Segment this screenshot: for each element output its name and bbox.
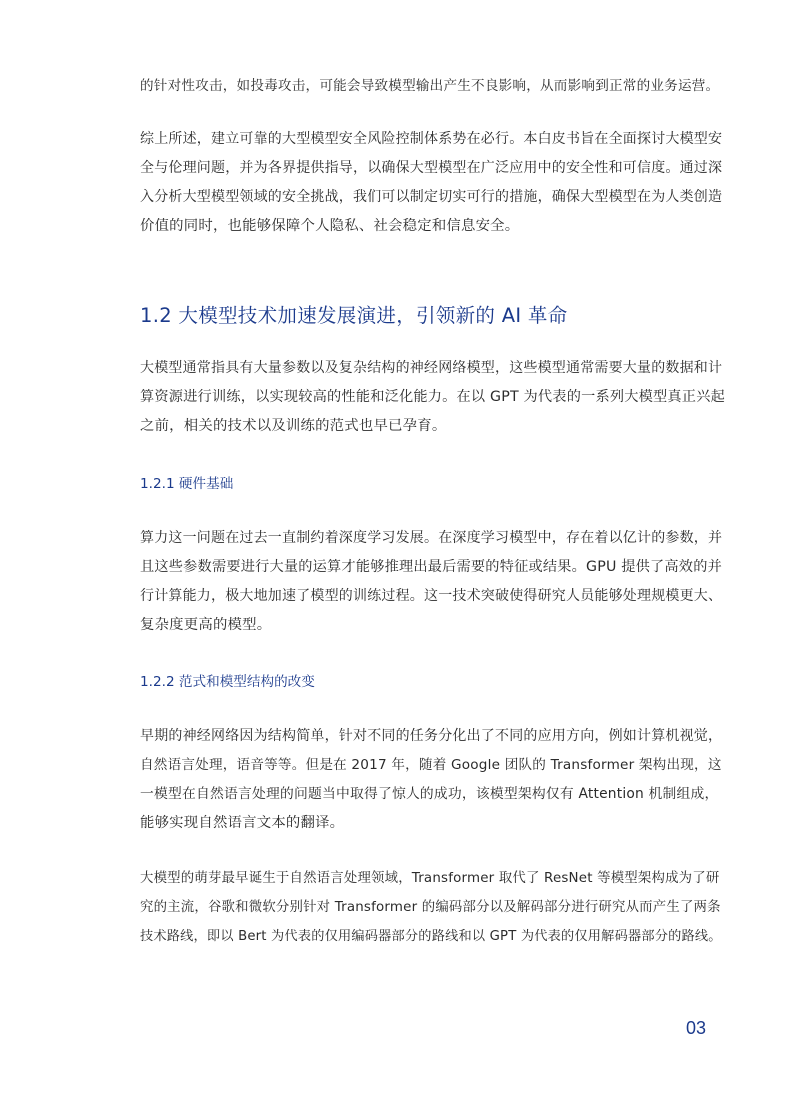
paradigm-paragraph-2 xyxy=(140,864,725,951)
text-line: 能够实现自然语言文本的翻译。 xyxy=(140,815,345,831)
page-number: 03 xyxy=(686,1018,707,1038)
text-line: 大模型的萌芽最早诞生于自然语言处理领域，Transformer 取代了 ResNet 等模型架构成为了研 xyxy=(140,871,720,886)
text-line: 行计算能力，极大地加速了模型的训练过程。这一技术突破使得研究人员能够处理规模更大、 xyxy=(140,588,723,604)
text-line: 一模型在自然语言处理的问题当中取得了惊人的成功，该模型架构仅有 Attention 机制组成， xyxy=(140,786,719,802)
text-line: 入分析大型模型领域的安全挑战，我们可以制定切实可行的措施，确保大型模型在为人类创造 xyxy=(140,189,723,205)
subsection-title-hardware: 1.2.1 硬件基础 xyxy=(140,476,234,492)
text-line: 究的主流，谷歌和微软分别针对 Transformer 的编码部分以及解码部分进行研究从而产生了两条 xyxy=(140,900,721,915)
text-line: 全与伦理问题，并为各界提供指导，以确保大型模型在广泛应用中的安全性和可信度。通过深 xyxy=(140,160,723,176)
intro-tail-paragraph xyxy=(140,72,725,101)
text-line: 早期的神经网络因为结构简单，针对不同的任务分化出了不同的应用方向，例如计算机视觉， xyxy=(140,728,723,744)
text-line: 价值的同时，也能够保障个人隐私、社会稳定和信息安全。 xyxy=(140,218,520,234)
text-line: 算力这一问题在过去一直制约着深度学习发展。在深度学习模型中，存在着以亿计的参数，并 xyxy=(140,530,723,546)
text-line: 综上所述，建立可靠的大型模型安全风险控制体系势在必行。本白皮书旨在全面探讨大模型安 xyxy=(140,131,723,147)
text-line: 复杂度更高的模型。 xyxy=(140,617,272,633)
text-line: 大模型通常指具有大量参数以及复杂结构的神经网络模型，这些模型通常需要大量的数据和计 xyxy=(140,360,723,376)
text-line: 技术路线，即以 Bert 为代表的仅用编码器部分的路线和以 GPT 为代表的仅用解码器部分的路线。 xyxy=(140,929,722,944)
text-line: 算资源进行训练，以实现较高的性能和泛化能力。在以 GPT 为代表的一系列大模型真正兴起 xyxy=(140,389,725,405)
text-line: 的针对性攻击，如投毒攻击，可能会导致模型输出产生不良影响，从而影响到正常的业务运营。 xyxy=(140,78,720,94)
subsection-title-paradigm: 1.2.2 范式和模型结构的改变 xyxy=(140,674,315,690)
paradigm-paragraph-1 xyxy=(140,722,725,838)
section-title: 1.2 大模型技术加速发展演进，引领新的 AI 革命 xyxy=(140,304,568,327)
section-intro-paragraph xyxy=(140,354,725,441)
text-line: 且这些参数需要进行大量的运算才能够推理出最后需要的特征或结果。GPU 提供了高效的并 xyxy=(140,559,722,575)
text-line: 之前，相关的技术以及训练的范式也早已孕育。 xyxy=(140,418,447,434)
summary-paragraph xyxy=(140,125,725,241)
hardware-paragraph xyxy=(140,524,725,640)
text-line: 自然语言处理，语音等等。但是在 2017 年，随着 Google 团队的 Transformer 架构出现，这 xyxy=(140,757,722,773)
